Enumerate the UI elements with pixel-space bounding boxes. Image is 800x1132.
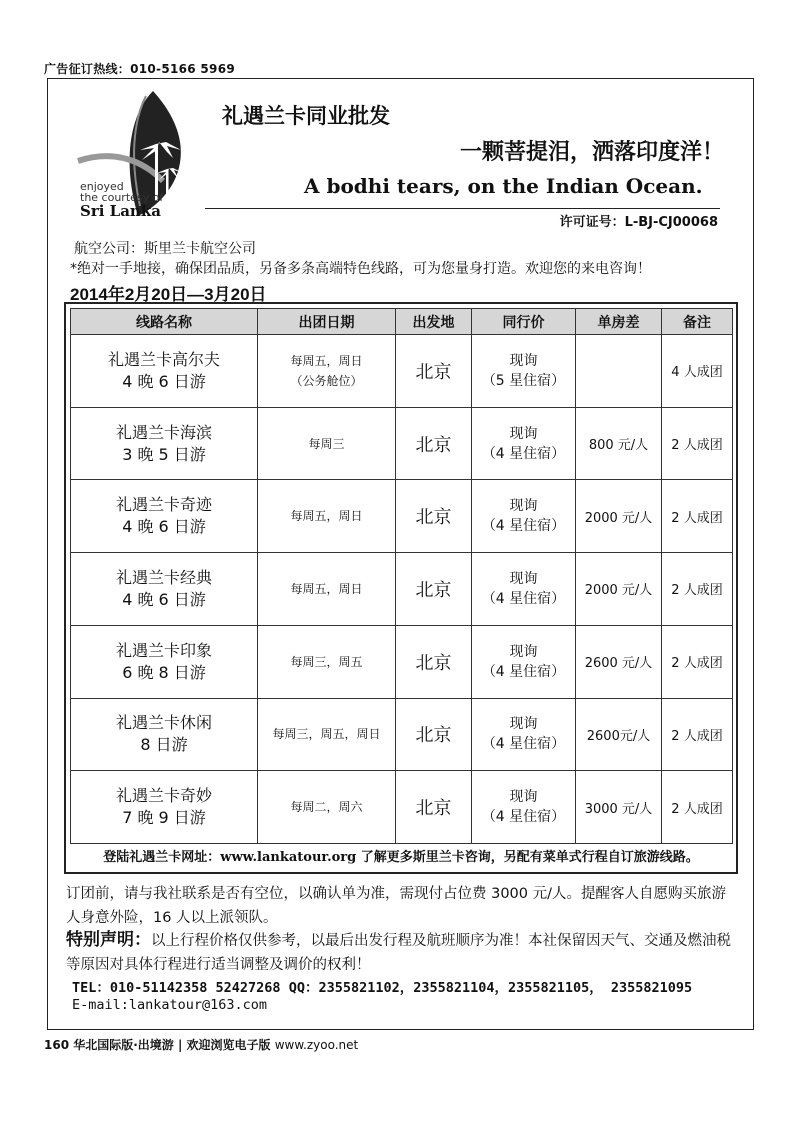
route-name: 礼遇兰卡休闲 bbox=[115, 713, 212, 733]
slogan-chinese: 一颗菩提泪，洒落印度洋！ bbox=[460, 139, 725, 165]
column-header: 出团日期 bbox=[258, 309, 396, 335]
hotel-level: （4 星住宿） bbox=[481, 445, 566, 462]
origin-cell: 北京 bbox=[396, 407, 472, 480]
note-cell: 2 人成团 bbox=[662, 480, 733, 553]
contact-info: TEL：010-51142358 52427268 QQ：2355821102，2355821104，2355821105， 2355821095 bbox=[72, 980, 693, 996]
special-statement-label: 特别声明： bbox=[66, 930, 151, 950]
ad-hotline: 广告征订热线：010-5166 5969 bbox=[44, 62, 236, 76]
route-name-cell bbox=[71, 771, 258, 844]
note-cell: 4 人成团 bbox=[662, 335, 733, 408]
origin-cell: 北京 bbox=[396, 553, 472, 626]
single-supplement-cell: 3000 元/人 bbox=[576, 771, 662, 844]
route-name-cell bbox=[71, 480, 258, 553]
date-range: 2014年2月20日—3月20日 bbox=[70, 285, 267, 304]
route-days: 3 晚 5 日游 bbox=[122, 444, 206, 464]
brand-title: 礼遇兰卡同业批发 bbox=[222, 103, 390, 128]
airline-info: 航空公司：斯里兰卡航空公司 bbox=[74, 241, 256, 257]
special-statement bbox=[66, 928, 738, 977]
departure-days: 每周五，周日 bbox=[290, 509, 363, 524]
table-row bbox=[71, 480, 733, 553]
departure-cell bbox=[258, 553, 396, 626]
note-cell: 2 人成团 bbox=[662, 771, 733, 844]
origin-cell: 北京 bbox=[396, 625, 472, 698]
hotel-level: （4 星住宿） bbox=[481, 518, 566, 535]
logo-text-enjoyed: enjoyed bbox=[80, 180, 124, 193]
divider bbox=[205, 208, 720, 209]
single-supplement-cell: 2600元/人 bbox=[576, 698, 662, 771]
route-table bbox=[70, 308, 733, 844]
note-cell: 2 人成团 bbox=[662, 407, 733, 480]
route-name: 礼遇兰卡高尔夫 bbox=[107, 349, 220, 369]
route-name: 礼遇兰卡印象 bbox=[115, 640, 212, 660]
departure-cell bbox=[258, 335, 396, 408]
column-header: 同行价 bbox=[472, 309, 576, 335]
footer-url[interactable]: www.zyoo.net bbox=[274, 1038, 359, 1052]
table-row bbox=[71, 771, 733, 844]
footer-text: 160 华北国际版·出境游 | 欢迎浏览电子版 bbox=[44, 1038, 275, 1052]
departure-cell bbox=[258, 625, 396, 698]
route-name-cell bbox=[71, 553, 258, 626]
single-supplement-cell: 2000 元/人 bbox=[576, 480, 662, 553]
price-value: 现询 bbox=[509, 425, 538, 442]
departure-cell bbox=[258, 407, 396, 480]
price-value: 现询 bbox=[509, 643, 538, 660]
column-header: 单房差 bbox=[576, 309, 662, 335]
page-footer bbox=[44, 1036, 358, 1053]
price-value: 现询 bbox=[509, 498, 538, 515]
origin-cell: 北京 bbox=[396, 335, 472, 408]
departure-days: 每周三 bbox=[308, 436, 345, 451]
price-cell bbox=[472, 407, 576, 480]
departure-days: 每周三，周五 bbox=[290, 654, 363, 669]
price-value: 现询 bbox=[509, 352, 538, 369]
table-row bbox=[71, 407, 733, 480]
single-supplement-cell: 2000 元/人 bbox=[576, 553, 662, 626]
price-cell bbox=[472, 698, 576, 771]
route-name-cell bbox=[71, 335, 258, 408]
hotel-level: （5 星住宿） bbox=[481, 372, 566, 389]
departure-note: （公务舱位） bbox=[290, 373, 363, 388]
website-note: 登陆礼遇兰卡网址：www.lankatour.org 了解更多斯里兰卡咨询，另配有菜单式行程自订旅游线路。 bbox=[103, 850, 699, 865]
route-name-cell bbox=[71, 407, 258, 480]
booking-notice: 订团前，请与我社联系是否有空位，以确认单为准，需现付占位费 3000 元/人。提醒客人自愿购买旅游人身意外险，16 人以上派领队。 bbox=[66, 886, 727, 926]
departure-cell bbox=[258, 698, 396, 771]
table-header-row bbox=[71, 309, 733, 335]
price-cell bbox=[472, 553, 576, 626]
route-days: 4 晚 6 日游 bbox=[122, 371, 206, 391]
origin-cell: 北京 bbox=[396, 698, 472, 771]
column-header: 备注 bbox=[662, 309, 733, 335]
route-days: 6 晚 8 日游 bbox=[122, 662, 206, 682]
route-days: 4 晚 6 日游 bbox=[122, 589, 206, 609]
route-name: 礼遇兰卡奇迹 bbox=[115, 495, 212, 515]
route-name-cell bbox=[71, 625, 258, 698]
hotel-level: （4 星住宿） bbox=[481, 663, 566, 680]
logo-text-courtesy: the courtesy of bbox=[80, 191, 164, 204]
table-row bbox=[71, 698, 733, 771]
special-statement-text: 以上行程价格仅供参考，以最后出发行程及航班顺序为准！本社保留因天气、交通及燃油税等原因对具体行程进行适当调整及调价的权利！ bbox=[66, 933, 731, 973]
email-info: E-mail:lankatour@163.com bbox=[72, 997, 268, 1013]
route-days: 4 晚 6 日游 bbox=[122, 517, 206, 537]
logo-text-sri-lanka: Sri Lanka bbox=[80, 202, 161, 220]
price-cell bbox=[472, 625, 576, 698]
license-number: 许可证号：L-BJ-CJ00068 bbox=[559, 215, 718, 230]
note-cell: 2 人成团 bbox=[662, 698, 733, 771]
hotel-level: （4 星住宿） bbox=[481, 590, 566, 607]
departure-days: 每周二，周六 bbox=[290, 800, 363, 815]
slogan-english: A bodhi tears, on the Indian Ocean. bbox=[304, 174, 703, 198]
note-cell: 2 人成团 bbox=[662, 625, 733, 698]
origin-cell: 北京 bbox=[396, 480, 472, 553]
departure-days: 每周五，周日 bbox=[290, 581, 363, 596]
price-cell bbox=[472, 480, 576, 553]
table-row bbox=[71, 335, 733, 408]
hotel-level: （4 星住宿） bbox=[481, 809, 566, 826]
departure-days: 每周三，周五，周日 bbox=[272, 727, 381, 742]
route-name: 礼遇兰卡奇妙 bbox=[115, 786, 212, 806]
single-supplement-cell: 800 元/人 bbox=[576, 407, 662, 480]
table-row bbox=[71, 553, 733, 626]
table-row bbox=[71, 625, 733, 698]
single-supplement-cell: 2600 元/人 bbox=[576, 625, 662, 698]
departure-cell bbox=[258, 771, 396, 844]
price-value: 现询 bbox=[509, 716, 538, 733]
single-supplement-cell bbox=[576, 335, 662, 408]
origin-cell: 北京 bbox=[396, 771, 472, 844]
price-cell bbox=[472, 771, 576, 844]
note-cell: 2 人成团 bbox=[662, 553, 733, 626]
departure-days: 每周五，周日 bbox=[290, 353, 363, 368]
route-name: 礼遇兰卡海滨 bbox=[115, 422, 212, 442]
price-value: 现询 bbox=[509, 570, 538, 587]
route-days: 8 日游 bbox=[140, 735, 188, 755]
route-name: 礼遇兰卡经典 bbox=[115, 567, 212, 587]
route-table-box bbox=[64, 302, 738, 874]
column-header: 线路名称 bbox=[71, 309, 258, 335]
route-days: 7 晚 9 日游 bbox=[122, 808, 206, 828]
departure-cell bbox=[258, 480, 396, 553]
route-name-cell bbox=[71, 698, 258, 771]
price-cell bbox=[472, 335, 576, 408]
price-value: 现询 bbox=[509, 789, 538, 806]
promo-text: *绝对一手地接，确保团品质，另备多条高端特色线路，可为您量身打造。欢迎您的来电咨询！ bbox=[70, 261, 651, 277]
column-header: 出发地 bbox=[396, 309, 472, 335]
hotel-level: （4 星住宿） bbox=[481, 736, 566, 753]
